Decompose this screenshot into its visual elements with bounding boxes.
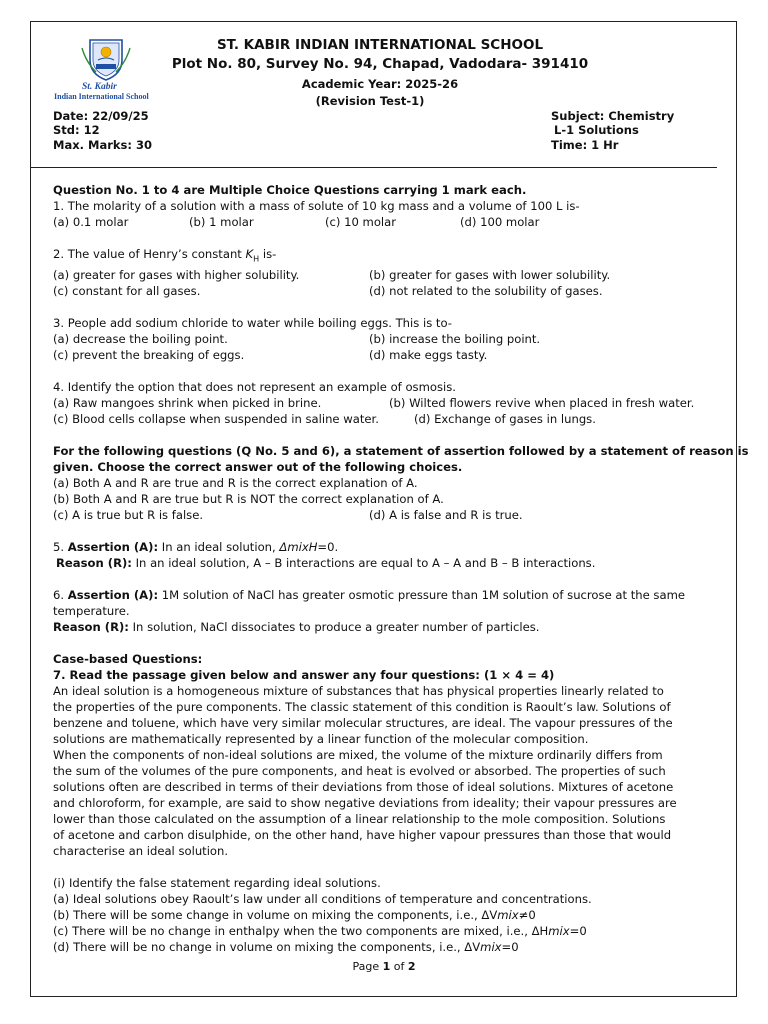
question-2-options-row1	[53, 267, 718, 283]
question-1-options	[53, 214, 718, 230]
q3-option-c: (c) prevent the breaking of eggs.	[53, 348, 245, 363]
assertion-reason-instructions-line2: given. Choose the correct answer out of the following choices.	[53, 460, 463, 475]
sub-question-i-option-a: (a) Ideal solutions obey Raoult’s law under all conditions of temperature and concentrations.	[53, 892, 592, 907]
question-paper-body	[53, 182, 749, 955]
question-6-reason: Reason (R): In solution, NaCl dissociates to produce a greater number of particles.	[53, 620, 540, 635]
question-5-reason: Reason (R): In an ideal solution, A – B interactions are equal to A – A and B – B interactions.	[56, 556, 596, 571]
test-name: (Revision Test-1)	[315, 94, 425, 108]
ar-choice-c: (c) A is true but R is false.	[53, 508, 204, 523]
exam-date: Date: 22/09/25	[53, 109, 149, 123]
q4-option-d: (d) Exchange of gases in lungs.	[414, 412, 596, 427]
school-name: ST. KABIR INDIAN INTERNATIONAL SCHOOL	[216, 37, 544, 53]
q2-option-c: (c) constant for all gases.	[53, 284, 201, 299]
header-divider	[30, 167, 717, 168]
question-4: 4. Identify the option that does not represent an example of osmosis.	[53, 380, 456, 395]
question-6-assertion: 6. Assertion (A): 1M solution of NaCl has greater osmotic pressure than 1M solution of sucrose at the same	[53, 588, 686, 603]
exam-std: Std: 12	[53, 123, 100, 137]
exam-max-marks: Max. Marks: 30	[53, 138, 152, 152]
exam-chapter: L-1 Solutions	[554, 123, 639, 137]
q1-option-b: (b) 1 molar	[189, 215, 254, 229]
q3-option-d: (d) make eggs tasty.	[369, 348, 488, 363]
sub-question-i-option-c: (c) There will be no change in enthalpy when the two components are mixed, i.e., ΔHmix=0	[53, 924, 587, 939]
ar-choice-d: (d) A is false and R is true.	[369, 508, 523, 523]
sub-question-i: (i) Identify the false statement regarding ideal solutions.	[53, 876, 381, 891]
question-2-options-row2	[53, 283, 718, 299]
passage-line: solutions are mathematically represented by a linear function of the molecular composition.	[53, 732, 589, 747]
passage-line: the sum of the volumes of the pure components, and heat is evolved or absorbed. The properties of such	[53, 764, 666, 779]
sub-question-i-option-b: (b) There will be some change in volume on mixing the components, i.e., ΔVmix≠0	[53, 908, 536, 923]
question-3-options-row1	[53, 331, 718, 347]
q4-option-a: (a) Raw mangoes shrink when picked in brine.	[53, 396, 322, 411]
passage-line: lower than those calculated on the assumption of a linear relationship to the mole composition. Solutions	[53, 812, 666, 827]
academic-year: Academic Year: 2025-26	[301, 77, 459, 91]
passage-line: benzene and toluene, which have very similar molecular structures, are ideal. The vapour pressures of the	[53, 716, 673, 731]
question-3: 3. People add sodium chloride to water while boiling eggs. This is to-	[53, 316, 452, 331]
q1-option-c: (c) 10 molar	[325, 215, 397, 229]
question-7-heading: 7. Read the passage given below and answer any four questions: (1 × 4 = 4)	[53, 668, 555, 683]
page-total: 2	[407, 960, 416, 973]
q1-option-a: (a) 0.1 molar	[53, 215, 129, 229]
assertion-reason-instructions-line1: For the following questions (Q No. 5 and 6), a statement of assertion followed by a statement of reason is	[53, 444, 749, 459]
question-3-options-row2	[53, 347, 718, 363]
q2-option-b: (b) greater for gases with lower solubility.	[369, 268, 611, 283]
exam-time: Time: 1 Hr	[551, 138, 619, 152]
question-4-options-row2	[53, 411, 718, 427]
q3-option-b: (b) increase the boiling point.	[369, 332, 541, 347]
case-based-heading: Case-based Questions:	[53, 652, 203, 667]
passage-line: the properties of the pure components. The classic statement of this condition is Raoult’s law. Solutions of	[53, 700, 671, 715]
passage-line: solutions often are described in terms of their deviations from those of ideal solutions. Mixtures of acetone	[53, 780, 674, 795]
passage-line: characterise an ideal solution.	[53, 844, 229, 859]
question-1: 1. The molarity of a solution with a mass of solute of 10 kg mass and a volume of 100 L is-	[53, 199, 580, 213]
ar-choices-row	[53, 507, 718, 523]
q4-option-c: (c) Blood cells collapse when suspended in saline water.	[53, 412, 379, 427]
passage-line: When the components of non-ideal solutions are mixed, the volume of the mixture ordinarily differs from	[53, 748, 663, 763]
q3-option-a: (a) decrease the boiling point.	[53, 332, 228, 347]
question-6-assertion-cont: temperature.	[53, 604, 130, 619]
q4-option-b: (b) Wilted flowers revive when placed in fresh water.	[389, 396, 695, 411]
school-address: Plot No. 80, Survey No. 94, Chapad, Vadodara- 391410	[171, 56, 589, 72]
q2-option-a: (a) greater for gases with higher solubility.	[53, 268, 300, 283]
question-2: 2. The value of Henry’s constant $K_H$ is-	[53, 247, 277, 264]
mcq-instructions: Question No. 1 to 4 are Multiple Choice Questions carrying 1 mark each.	[53, 183, 527, 197]
passage-line: of acetone and carbon disulphide, on the other hand, have higher vapour pressures than those that would	[53, 828, 672, 843]
passage-line: An ideal solution is a homogeneous mixture of substances that has physical properties linearly related to	[53, 684, 664, 699]
passage-line: and chloroform, for example, are said to show negative deviations from ideality; their vapour pressures are	[53, 796, 677, 811]
ar-choice-b: (b) Both A and R are true but R is NOT the correct explanation of A.	[53, 492, 444, 507]
question-4-options-row1	[53, 395, 718, 411]
logo-text-st-kabir: St. Kabir	[82, 82, 117, 92]
q1-option-d: (d) 100 molar	[460, 215, 540, 229]
exam-subject: Subject: Chemistry	[551, 109, 675, 123]
sub-question-i-option-d: (d) There will be no change in volume on mixing the components, i.e., ΔVmix=0	[53, 940, 519, 955]
logo-text-school: Indian International School	[54, 92, 149, 101]
question-5-assertion: 5. Assertion (A): In an ideal solution, ΔmixH=0.	[53, 540, 339, 555]
ar-choice-a: (a) Both A and R are true and R is the correct explanation of A.	[53, 476, 418, 491]
page-number: 1	[382, 960, 391, 973]
page-footer: Page 1 of 2	[352, 960, 416, 973]
q2-option-d: (d) not related to the solubility of gases.	[369, 284, 603, 299]
